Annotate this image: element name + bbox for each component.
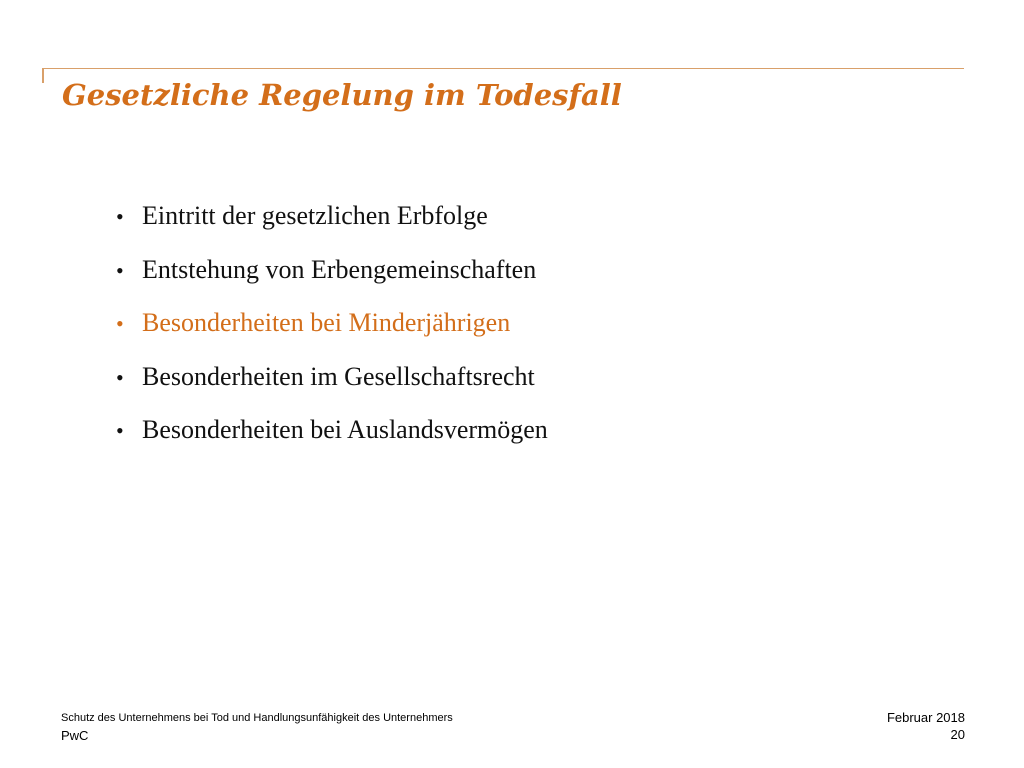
bullet-text: Besonderheiten im Gesellschaftsrecht [142,361,535,391]
bullet-item-4 [116,359,548,394]
footer-company: PwC [61,728,89,743]
slide-title: Gesetzliche Regelung im Todesfall [62,78,622,112]
bullet-text: Entstehung von Erbengemeinschaften [142,254,537,284]
bullet-item-5 [116,412,548,447]
bullet-list [116,198,548,466]
bullet-glyph: • [116,257,124,283]
page-number: 20 [950,727,965,742]
bullet-item-2 [116,252,548,287]
bullet-glyph: • [116,364,124,390]
header-rule-tick [42,68,44,83]
footer-subject: Schutz des Unternehmens bei Tod und Handlungsunfähigkeit des Unternehmers [61,712,453,724]
bullet-text: Besonderheiten bei Auslandsvermögen [142,415,548,444]
bullet-item-1 [116,198,548,233]
footer-date: Februar 2018 [886,710,965,725]
header-rule [42,68,964,69]
bullet-item-3 [116,305,548,340]
bullet-text: Besonderheiten bei Minderjährigen [142,308,511,337]
bullet-glyph: • [116,418,124,443]
bullet-text: Eintritt der gesetzlichen Erbfolge [142,201,488,230]
bullet-glyph: • [116,204,124,229]
bullet-glyph: • [116,311,124,336]
